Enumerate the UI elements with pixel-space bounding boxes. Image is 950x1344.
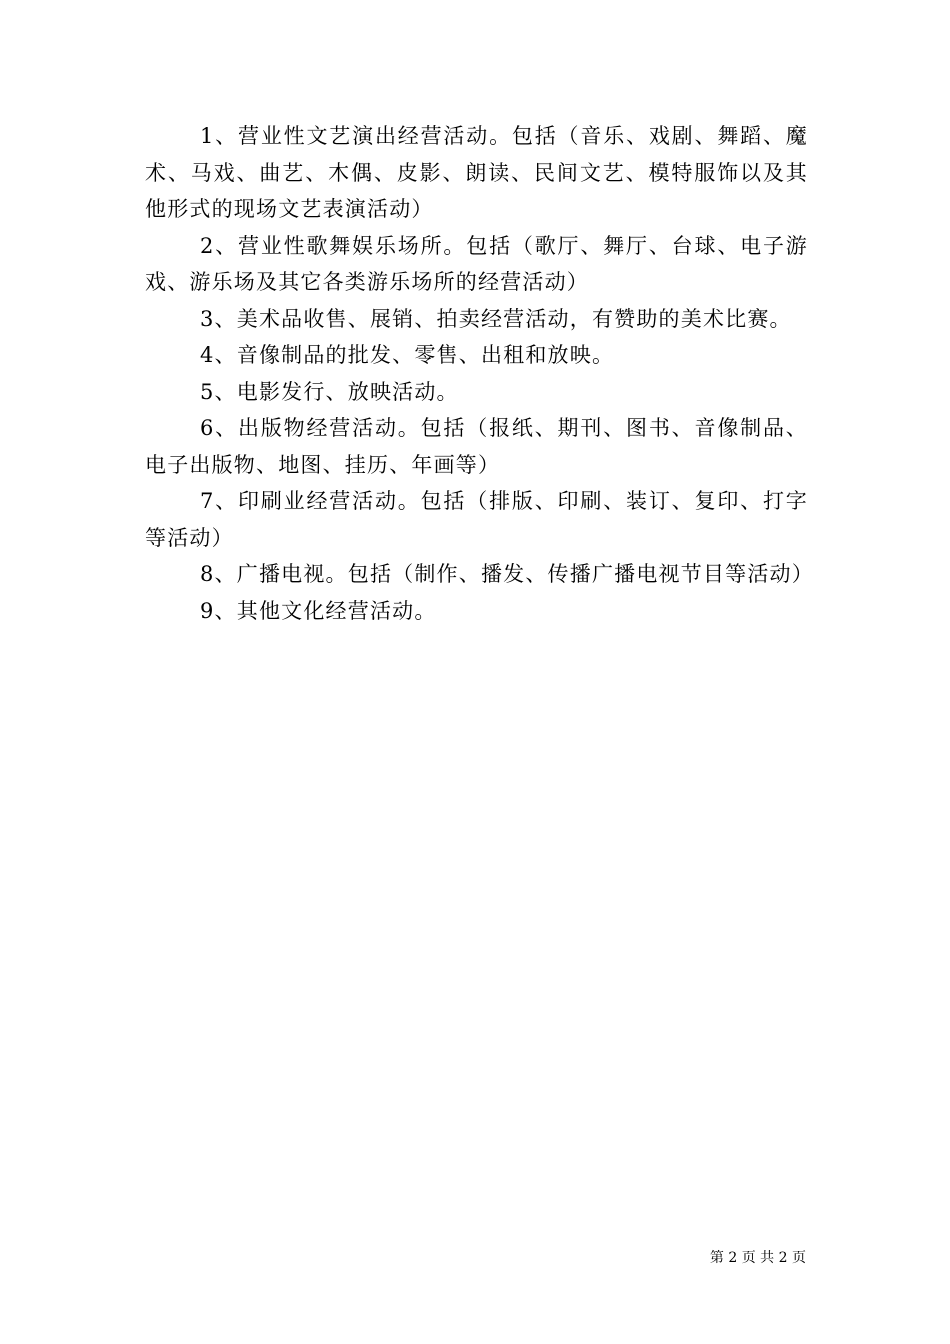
paragraph-item-1: 1、营业性文艺演出经营活动。包括（音乐、戏剧、舞蹈、魔术、马戏、曲艺、木偶、皮影、朗读、民间文艺、模特服饰以及其他形式的现场文艺表演活动）	[145, 124, 808, 221]
paragraph-item-8: 8、广播电视。包括（制作、播发、传播广播电视节目等活动）	[200, 562, 814, 586]
document-body	[145, 118, 814, 629]
paragraph-item-2: 2、营业性歌舞娱乐场所。包括（歌厅、舞厅、台球、电子游戏、游乐场及其它各类游乐场所的经营活动）	[145, 233, 808, 294]
paragraph-item-6: 6、出版物经营活动。包括（报纸、期刊、图书、音像制品、电子出版物、地图、挂历、年画等）	[145, 416, 808, 477]
paragraph-item-7: 7、印刷业经营活动。包括（排版、印刷、装订、复印、打字等活动）	[145, 489, 808, 550]
paragraph-item-9: 9、其他文化经营活动。	[200, 598, 437, 623]
paragraph-item-3: 3、美术品收售、展销、拍卖经营活动，有赞助的美术比赛。	[200, 306, 792, 331]
paragraph-item-4: 4、音像制品的批发、零售、出租和放映。	[200, 343, 615, 367]
paragraph-item-5: 5、电影发行、放映活动。	[200, 379, 459, 404]
page-number-footer: 第 2 页 共 2 页	[709, 1250, 806, 1266]
